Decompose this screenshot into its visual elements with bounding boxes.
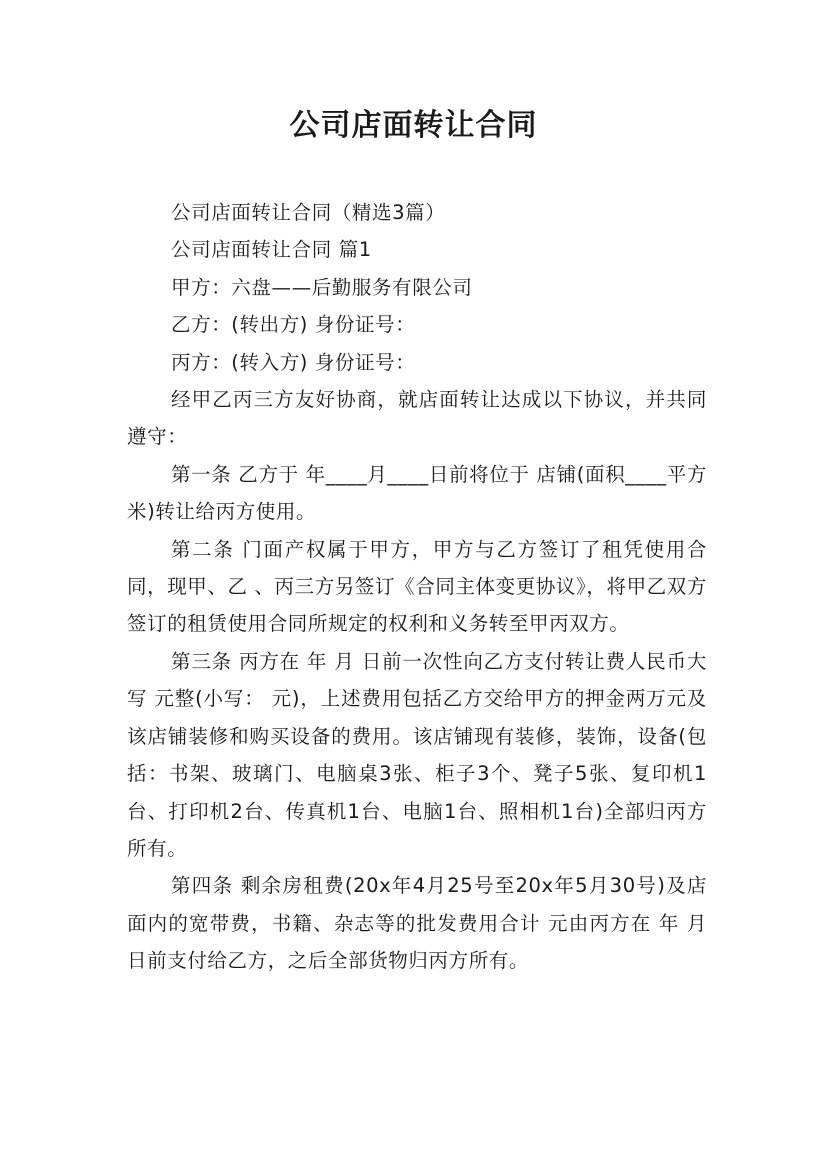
subtitle-paragraph: 公司店面转让合同（精选3篇） xyxy=(171,201,446,224)
document-title: 公司店面转让合同 xyxy=(289,108,538,143)
article-1-paragraph: 第一条 乙方于 年____月____日前将位于 店铺(面积____平方米)转让给丙方使用。 xyxy=(127,462,707,524)
preamble-paragraph: 经甲乙丙三方友好协商，就店面转让达成以下协议，并共同遵守： xyxy=(127,388,707,449)
party-a-line: 甲方：六盘——后勤服务有限公司 xyxy=(171,275,473,299)
party-b-line: 乙方：(转出方) 身份证号： xyxy=(171,313,416,337)
article-2-paragraph: 第二条 门面产权属于甲方，甲方与乙方签订了租凭使用合同，现甲、乙 、丙三方另签订《合同主体变更协议》，将甲乙双方签订的租赁使用合同所规定的权利和义务转至甲丙双方。 xyxy=(127,537,707,636)
article-4-paragraph: 第四条 剩余房租费(20x年4月25号至20x年5月30号)及店面内的宽带费，书籍、杂志等的批发费用合计 元由丙方在 年 月 日前支付给乙方，之后全部货物归丙方所有。 xyxy=(127,874,707,973)
article-3-paragraph: 第三条 丙方在 年 月 日前一次性向乙方支付转让费人民币大写 元整(小写： 元)，上述费用包括乙方交给甲方的押金两万元及该店铺装修和购买设备的费用。该店铺现有装修，装饰，设备(包括：书架、玻璃门、电脑桌3张、柜子3个、凳子5张、复印机1台、打印机2台、传真机1台、电脑1台、照相机1台)全部归丙方所有。 xyxy=(127,649,707,860)
document-body xyxy=(127,194,707,980)
party-c-line: 丙方：(转入方) 身份证号： xyxy=(171,350,416,374)
section-heading: 公司店面转让合同 篇1 xyxy=(171,238,372,262)
